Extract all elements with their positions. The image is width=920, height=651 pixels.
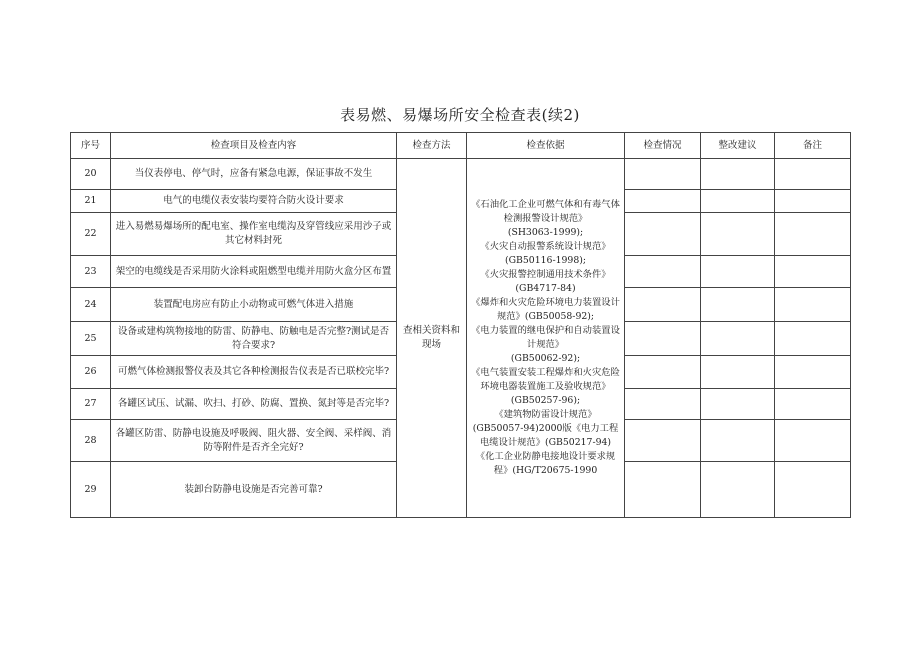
header-method: 检查方法 bbox=[397, 133, 467, 159]
suggestion-cell[interactable] bbox=[701, 190, 775, 213]
check-basis: 《石油化工企业可燃气体和有毒气体检测报警设计规范》 (SH3063-1999); 《火灾自动报警系统设计规范》(GB50116-1998); 《火灾报警控制通用技术条件》 (GB4717-84) 《爆炸和火灾危险环境电力装置设计规范》(GB50058-92); 《电力装置的继电保护和自动装置设计规范》 (GB50062-92); 《电气装置安装工程爆炸和火灾危险环境电器装置施工及验收规范》(GB50257-96); 《建筑物防雷设计规范》 (GB50057-94)2000版《电力工程电缆设计规范》(GB50217-94) 《化工企业防静电接地设计要求规程》(HG/T20675-1990 bbox=[467, 159, 625, 518]
header-status: 检查情况 bbox=[625, 133, 701, 159]
header-item: 检查项目及检查内容 bbox=[111, 133, 397, 159]
header-remark: 备注 bbox=[775, 133, 851, 159]
row-number: 26 bbox=[71, 356, 111, 389]
check-item: 各罐区试压、试漏、吹扫、打砂、防腐、置换、氮封等是否完毕? bbox=[111, 389, 397, 420]
suggestion-cell[interactable] bbox=[701, 322, 775, 356]
header-suggestion: 整改建议 bbox=[701, 133, 775, 159]
remark-cell[interactable] bbox=[775, 462, 851, 518]
suggestion-cell[interactable] bbox=[701, 462, 775, 518]
check-item: 各罐区防雷、防静电设施及呼吸阀、阻火器、安全阀、采样阀、消防等附件是否齐全完好? bbox=[111, 420, 397, 462]
remark-cell[interactable] bbox=[775, 356, 851, 389]
row-number: 28 bbox=[71, 420, 111, 462]
suggestion-cell[interactable] bbox=[701, 256, 775, 288]
remark-cell[interactable] bbox=[775, 420, 851, 462]
suggestion-cell[interactable] bbox=[701, 159, 775, 190]
remark-cell[interactable] bbox=[775, 322, 851, 356]
check-method: 查相关资料和现场 bbox=[397, 159, 467, 518]
row-number: 27 bbox=[71, 389, 111, 420]
row-number: 23 bbox=[71, 256, 111, 288]
check-item: 架空的电缆线是否采用防火涂料或阻燃型电缆并用防火盒分区布置 bbox=[111, 256, 397, 288]
status-cell[interactable] bbox=[625, 288, 701, 322]
remark-cell[interactable] bbox=[775, 159, 851, 190]
suggestion-cell[interactable] bbox=[701, 213, 775, 256]
page-title: 表易燃、易爆场所安全检查表(续2) bbox=[340, 106, 580, 124]
row-number: 20 bbox=[71, 159, 111, 190]
status-cell[interactable] bbox=[625, 190, 701, 213]
remark-cell[interactable] bbox=[775, 256, 851, 288]
suggestion-cell[interactable] bbox=[701, 420, 775, 462]
check-item: 电气的电缆仪表安装均要符合防火设计要求 bbox=[111, 190, 397, 213]
suggestion-cell[interactable] bbox=[701, 356, 775, 389]
row-number: 25 bbox=[71, 322, 111, 356]
row-number: 22 bbox=[71, 213, 111, 256]
status-cell[interactable] bbox=[625, 356, 701, 389]
row-number: 29 bbox=[71, 462, 111, 518]
remark-cell[interactable] bbox=[775, 213, 851, 256]
row-number: 21 bbox=[71, 190, 111, 213]
check-item: 进入易燃易爆场所的配电室、操作室电缆沟及穿管线应采用沙子或其它材料封死 bbox=[111, 213, 397, 256]
suggestion-cell[interactable] bbox=[701, 288, 775, 322]
status-cell[interactable] bbox=[625, 159, 701, 190]
status-cell[interactable] bbox=[625, 256, 701, 288]
remark-cell[interactable] bbox=[775, 288, 851, 322]
table-row bbox=[71, 159, 851, 190]
status-cell[interactable] bbox=[625, 462, 701, 518]
remark-cell[interactable] bbox=[775, 389, 851, 420]
check-item: 设备或建构筑物接地的防雷、防静电、防触电是否完整?测试是否符合要求? bbox=[111, 322, 397, 356]
check-item: 装置配电房应有防止小动物或可燃气体进入措施 bbox=[111, 288, 397, 322]
safety-checklist-table bbox=[70, 132, 851, 518]
status-cell[interactable] bbox=[625, 322, 701, 356]
remark-cell[interactable] bbox=[775, 190, 851, 213]
check-item: 可燃气体检测报警仪表及其它各种检测报告仪表是否已联校完毕? bbox=[111, 356, 397, 389]
status-cell[interactable] bbox=[625, 213, 701, 256]
check-item: 当仪表停电、停气时，应备有紧急电源，保证事故不发生 bbox=[111, 159, 397, 190]
suggestion-cell[interactable] bbox=[701, 389, 775, 420]
header-basis: 检查依据 bbox=[467, 133, 625, 159]
status-cell[interactable] bbox=[625, 389, 701, 420]
check-item: 装卸台防静电设施是否完善可靠? bbox=[111, 462, 397, 518]
row-number: 24 bbox=[71, 288, 111, 322]
status-cell[interactable] bbox=[625, 420, 701, 462]
header-num: 序号 bbox=[71, 133, 111, 159]
header-row bbox=[71, 133, 851, 159]
